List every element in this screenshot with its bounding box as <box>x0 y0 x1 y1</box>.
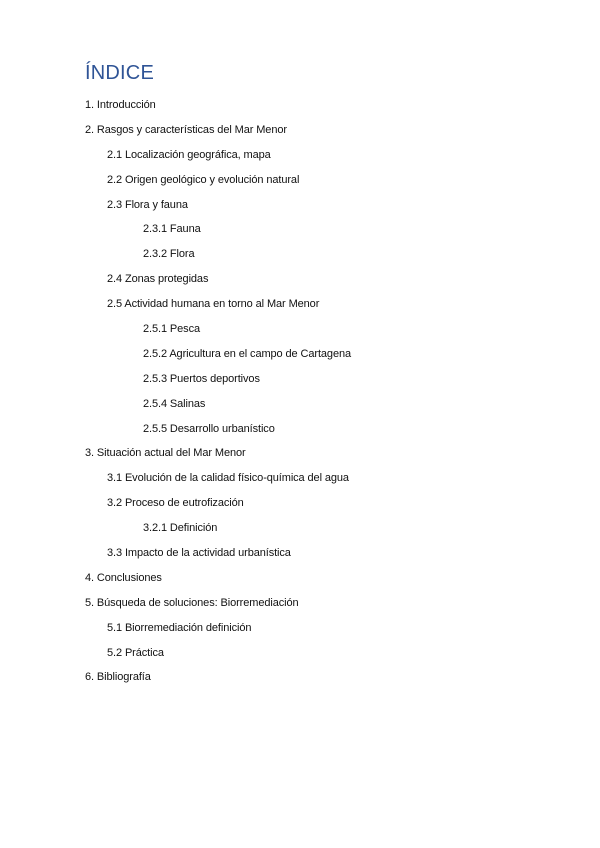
toc-entry[interactable]: 3. Situación actual del Mar Menor <box>85 447 246 460</box>
toc-entry[interactable]: 2.3.2 Flora <box>143 248 195 261</box>
toc-entry[interactable]: 5.1 Biorremediación definición <box>107 621 252 634</box>
toc-entry[interactable]: 2.5 Actividad humana en torno al Mar Menor <box>107 298 320 311</box>
toc-entry[interactable]: 3.1 Evolución de la calidad físico-química del agua <box>107 472 349 485</box>
index-title: ÍNDICE <box>85 62 154 84</box>
toc-entry[interactable]: 5. Búsqueda de soluciones: Biorremediación <box>85 596 299 609</box>
toc-entry[interactable]: 2.5.2 Agricultura en el campo de Cartagena <box>143 347 351 360</box>
toc-entry[interactable]: 2.1 Localización geográfica, mapa <box>107 148 271 161</box>
table-of-contents <box>0 96 600 693</box>
toc-entry[interactable]: 2.4 Zonas protegidas <box>107 273 209 286</box>
toc-entry[interactable]: 2.3 Flora y fauna <box>107 198 188 211</box>
toc-entry[interactable]: 2.2 Origen geológico y evolución natural <box>107 173 300 186</box>
toc-entry[interactable]: 2.5.5 Desarrollo urbanístico <box>143 422 275 435</box>
toc-entry[interactable]: 3.2.1 Definición <box>143 522 218 535</box>
toc-entry[interactable]: 2. Rasgos y características del Mar Menor <box>85 123 287 136</box>
toc-entry[interactable]: 2.3.1 Fauna <box>143 223 201 236</box>
toc-entry[interactable]: 2.5.3 Puertos deportivos <box>143 372 260 385</box>
toc-entry[interactable]: 4. Conclusiones <box>85 571 162 584</box>
toc-entry[interactable]: 3.3 Impacto de la actividad urbanística <box>107 547 291 560</box>
toc-entry[interactable]: 5.2 Práctica <box>107 646 164 659</box>
toc-entry[interactable]: 3.2 Proceso de eutrofización <box>107 497 244 510</box>
toc-entry[interactable]: 2.5.1 Pesca <box>143 323 200 336</box>
toc-entry[interactable]: 1. Introducción <box>85 99 156 111</box>
toc-entry[interactable]: 2.5.4 Salinas <box>143 397 206 410</box>
toc-entry[interactable]: 6. Bibliografía <box>85 671 151 684</box>
